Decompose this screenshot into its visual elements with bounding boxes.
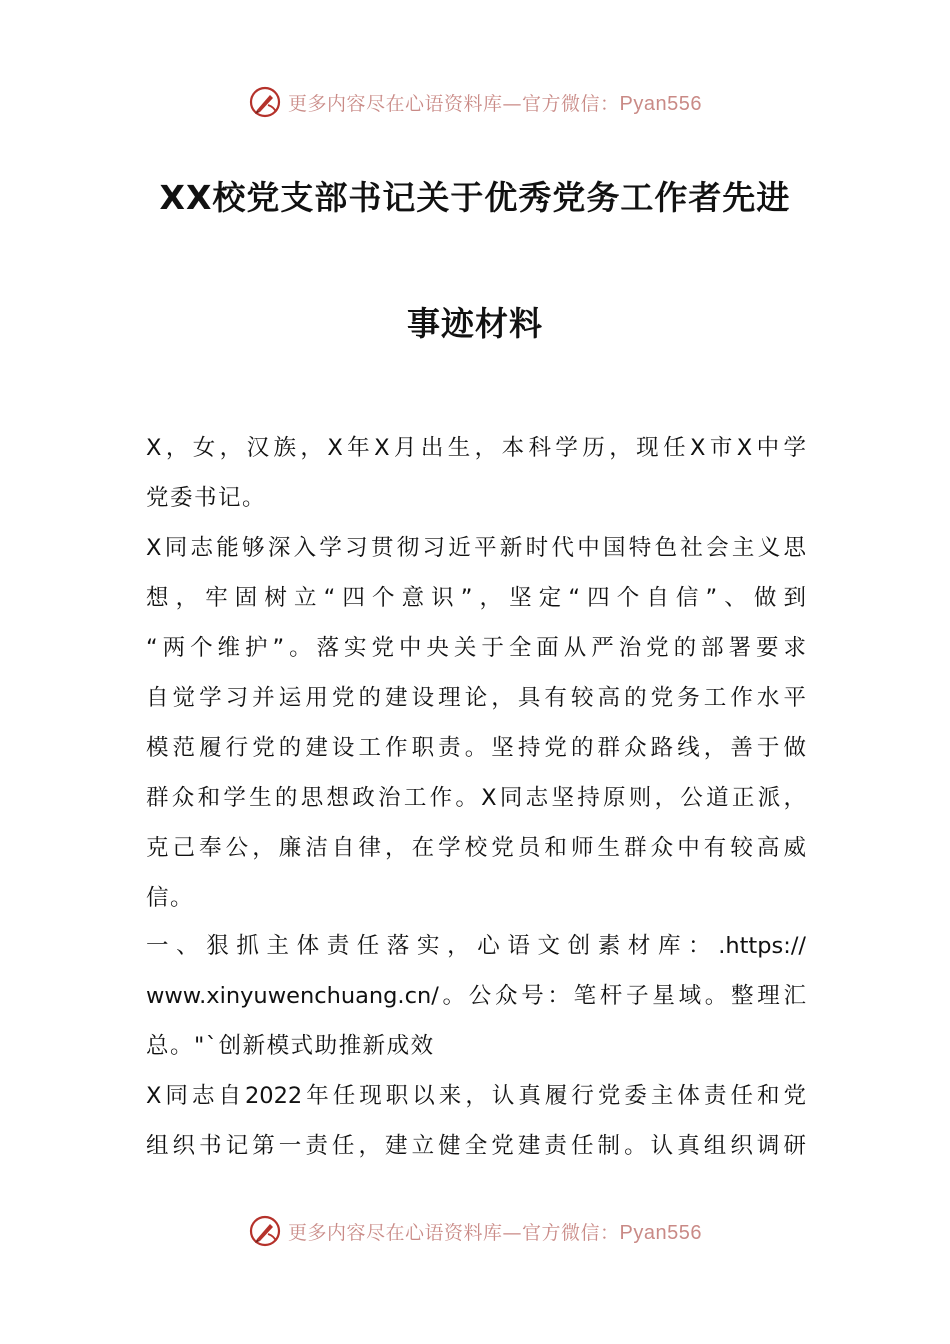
pen-logo-icon: [248, 1214, 282, 1248]
document-title-line-1: XX校党支部书记关于优秀党务工作者先进: [159, 178, 791, 217]
body-line: 组织书记第一责任，建立健全党建责任制。认真组织调研: [146, 1133, 806, 1159]
body-line: 党委书记。: [146, 485, 267, 511]
body-line: X同志能够深入学习贯彻习近平新时代中国特色社会主义思: [146, 535, 806, 561]
watermark-text: [288, 1218, 702, 1245]
body-line: 模范履行党的建设工作职责。坚持党的群众路线，善于做: [146, 735, 806, 761]
body-line: 信。: [146, 885, 195, 911]
body-line: “两个维护”。落实党中央关于全面从严治党的部署要求: [146, 635, 806, 661]
body-line: 总。"`创新模式助推新成效: [146, 1033, 435, 1059]
body-line: 一、狠抓主体责任落实，心语文创素材库：.https://: [146, 933, 806, 959]
watermark-wechat-id: Pyan556: [619, 1221, 702, 1244]
body-line: 自觉学习并运用党的建设理论，具有较高的党务工作水平: [146, 685, 806, 711]
pen-logo-icon: [248, 85, 282, 119]
watermark-wechat-id: Pyan556: [619, 92, 702, 115]
body-line: X，女，汉族，X年X月出生，本科学历，现任X市X中学: [146, 435, 806, 461]
watermark-text: [288, 89, 702, 116]
watermark-label: 更多内容尽在心语资料库—官方微信：: [288, 92, 620, 115]
watermark-label: 更多内容尽在心语资料库—官方微信：: [288, 1221, 620, 1244]
body-line: www.xinyuwenchuang.cn/。公众号：笔杆子星域。整理汇: [146, 983, 806, 1009]
document-title-line-2: 事迹材料: [407, 304, 543, 343]
body-line: 克己奉公，廉洁自律，在学校党员和师生群众中有较高威: [146, 835, 806, 861]
body-line: X同志自2022年任现职以来，认真履行党委主体责任和党: [146, 1083, 806, 1109]
body-line: 群众和学生的思想政治工作。X同志坚持原则，公道正派，: [146, 785, 806, 811]
watermark-footer: [0, 1211, 950, 1251]
watermark-header: [0, 82, 950, 122]
body-line: 想，牢固树立“四个意识”，坚定“四个自信”、做到: [146, 585, 806, 611]
